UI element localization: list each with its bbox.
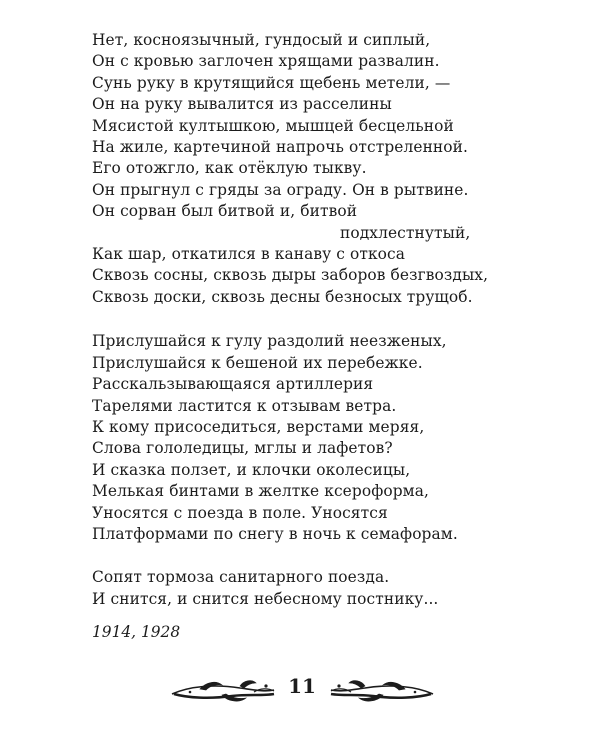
- poem-date: 1914, 1928: [92, 623, 181, 642]
- poem-line: И снится, и снится небесному постнику...: [92, 589, 439, 608]
- poem-line: Расскальзывающаяся артиллерия: [92, 375, 374, 394]
- poem: [92, 30, 522, 643]
- poem-line: На жиле, картечиной напрочь отстреленной.: [92, 138, 468, 157]
- poem-line: Тарелями ластится к отзывам ветра.: [92, 396, 397, 415]
- poem-line: Сопят тормоза санитарного поезда.: [92, 568, 390, 587]
- poem-line-continuation: подхлестнутый,: [340, 223, 471, 242]
- poem-line: Уносятся с поезда в поле. Уносятся: [92, 503, 388, 522]
- poem-line: Платформами по снегу в ночь к семафорам.: [92, 524, 458, 543]
- poem-line: Мясистой култышкою, мышцей бесцельной: [92, 116, 454, 135]
- poem-line: Мелькая бинтами в желтке ксероформа,: [92, 482, 430, 501]
- stanza-2: [92, 331, 522, 545]
- poem-line: Он с кровью заглочен хрящами развалин.: [92, 52, 440, 71]
- stanza-3: [92, 567, 522, 610]
- stanza-break: [92, 308, 522, 331]
- stanza-1: [92, 30, 522, 308]
- poem-line: Сунь руку в крутящийся щебень метели, —: [92, 73, 451, 92]
- poem-line: К кому присоседиться, верстами меряя,: [92, 417, 425, 436]
- poem-line: Нет, косноязычный, гундосый и сиплый,: [92, 31, 431, 49]
- poem-line: Прислушайся к бешеной их перебежке.: [92, 353, 423, 372]
- poem-line: И сказка ползет, и клочки околесицы,: [92, 460, 411, 479]
- page-number: 11: [288, 674, 316, 698]
- poem-line: Он на руку вывалится из расселины: [92, 95, 392, 114]
- page-footer: [170, 672, 435, 706]
- poem-line: Сквозь сосны, сквозь дыры заборов безгвоздых,: [92, 266, 489, 285]
- stanza-break: [92, 545, 522, 567]
- poem-line: Слова гололедицы, мглы и лафетов?: [92, 439, 393, 458]
- poem-line: Прислушайся к гулу раздолий неезженых,: [92, 332, 447, 351]
- poem-line: Как шар, откатился в канаву с откоса: [92, 245, 406, 264]
- poem-line: Его отожгло, как отёклую тыкву.: [92, 159, 367, 178]
- poem-line: Он сорван был битвой и, битвой: [92, 202, 358, 221]
- poem-line: Он прыгнул с гряды за ограду. Он в рытвине.: [92, 180, 469, 199]
- poem-line: Сквозь доски, сквозь десны безносых трущоб.: [92, 287, 473, 306]
